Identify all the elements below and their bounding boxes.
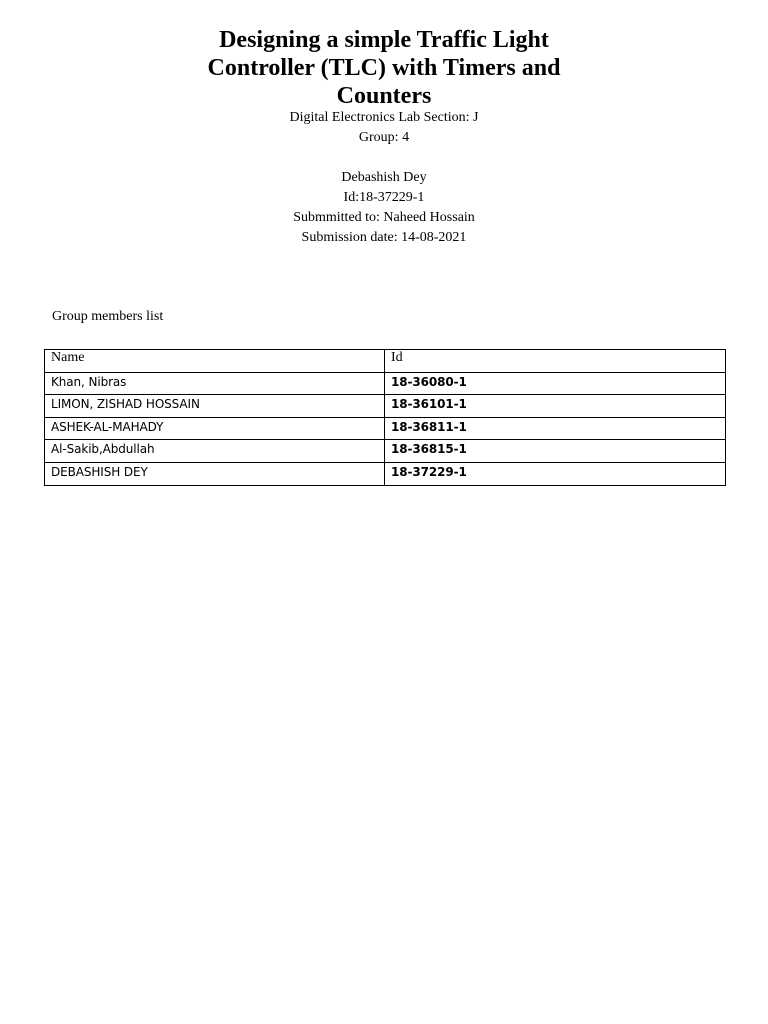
author-id: Id:18-37229-1 [343,190,425,205]
table-header-row [45,350,726,373]
spacer [184,148,584,168]
members-table [44,349,726,486]
member-id: 18-36815-1 [385,440,726,463]
submitted-to: Submmitted to: Naheed Hossain [293,210,475,225]
member-name: LIMON, ZISHAD HOSSAIN [45,395,385,418]
table-row [45,462,726,485]
member-name: ASHEK-AL-MAHADY [45,417,385,440]
member-name: DEBASHISH DEY [45,462,385,485]
member-id: 18-36080-1 [385,372,726,395]
group-number: Group: 4 [358,130,410,145]
table-row [45,417,726,440]
document-title [184,26,584,110]
title-line-3: Counters [336,83,432,109]
cover-metadata [184,108,584,248]
title-line-2: Controller (TLC) with Timers and [207,55,561,81]
author-name: Debashish Dey [341,170,427,185]
table-row [45,395,726,418]
member-id: 18-37229-1 [385,462,726,485]
member-id: 18-36811-1 [385,417,726,440]
title-line-1: Designing a simple Traffic Light [219,27,549,53]
column-header-id: Id [385,350,726,373]
column-header-name: Name [45,350,385,373]
member-id: 18-36101-1 [385,395,726,418]
members-list-label: Group members list [52,309,164,324]
table-row [45,440,726,463]
submission-date: Submission date: 14-08-2021 [301,230,467,245]
member-name: Khan, Nibras [45,372,385,395]
course-section: Digital Electronics Lab Section: J [289,110,479,125]
table-row [45,372,726,395]
member-name: Al-Sakib,Abdullah [45,440,385,463]
